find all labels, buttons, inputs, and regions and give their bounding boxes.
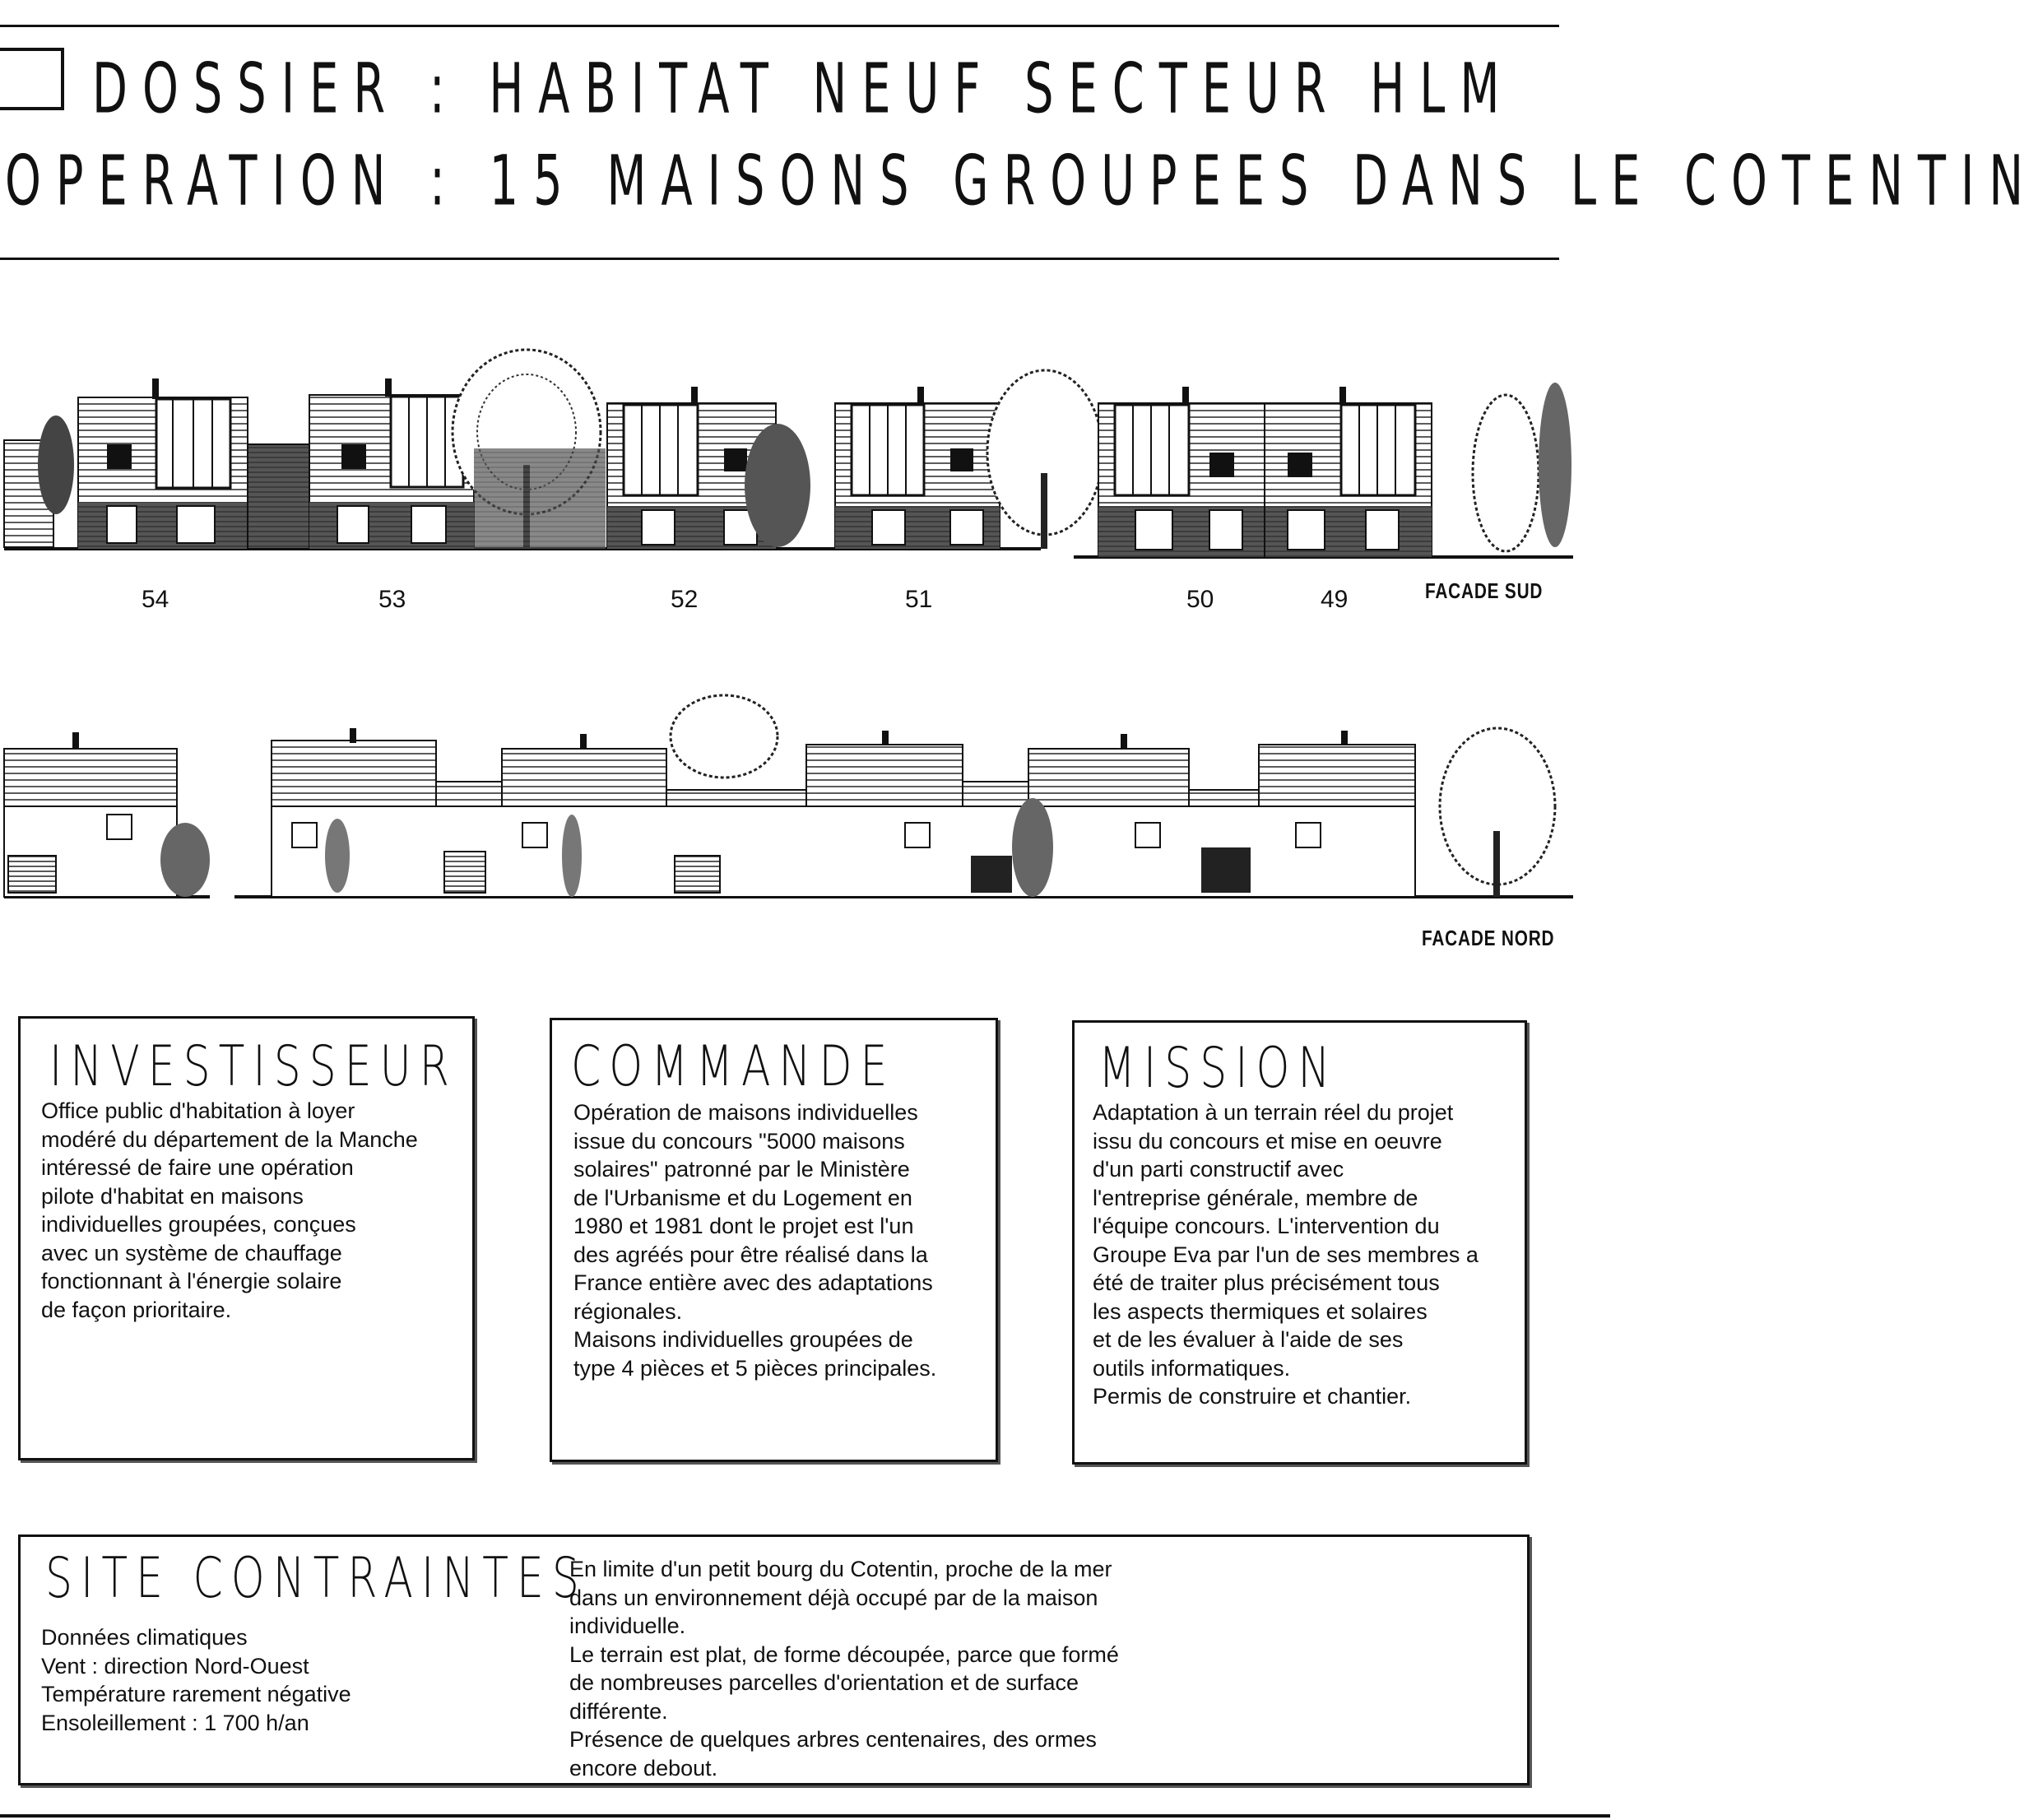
site-climate-text: Données climatiques Vent : direction Nord-Ouest Température rarement négative Ensoleillement : 1 700 h/an [41,1625,351,1735]
header-bottom-rule [0,258,1559,260]
house-number: 52 [671,586,699,613]
commande-text: Opération de maisons individuelles issue du concours "5000 maisons solaires" patronné par le Ministère de l'Urbanisme et du Logement en 1980 et 1981 dont le projet est l'un des agréés pour être réalisé dans la France entière avec des adaptations régionales. Maisons individuelles groupées de type 4 pièces et 5 pièces principales. [573,1100,937,1381]
operation-title: OPERATION : 15 MAISONS GROUPEES DANS LE COTENTIN [5,140,2038,221]
investisseur-text: Office public d'habitation à loyer modéré du département de la Manche intéressé de faire une opération pilote d'habitat en maisons individuelles groupées, conçues avec un système de chauffage fonctionnant à l'énergie solaire de façon prioritaire. [41,1098,418,1322]
south-facade-drawing [0,341,1576,564]
house-number: 49 [1321,586,1349,613]
checkbox-square [0,48,64,110]
dossier-title: DOSSIER : HABITAT NEUF SECTEUR HLM [92,48,1515,129]
bottom-rule [0,1814,1610,1818]
commande-title: COMMANDE [571,1035,896,1099]
house-number: 50 [1186,586,1214,613]
mission-text: Adaptation à un terrain réel du projet issu du concours et mise en oeuvre d'un parti constructif avec l'entreprise générale, membre de l'équipe concours. L'intervention du Groupe Eva par l'un de ses membres a été de traiter plus précisément tous les aspects thermiques et solaires et de les évaluer à l'aide de ses outils informatiques. Permis de construire et chantier. [1093,1100,1479,1409]
mission-title: MISSION [1098,1037,1339,1101]
house-number: 51 [905,586,933,613]
site-description-text: En limite d'un petit bourg du Cotentin, proche de la mer dans un environnement déjà occupé par de la maison individuelle. Le terrain est plat, de forme découpée, parce que formé de nombreuses parcelles d'orientation et de surface différente. Présence de quelques arbres centenaires, des ormes encore debout. [569,1557,1119,1781]
house-number: 53 [378,586,406,613]
top-rule [0,25,1559,27]
site-title: SITE CONTRAINTES [45,1547,587,1611]
house-number: 54 [142,586,169,613]
investisseur-title: INVESTISSEUR [49,1035,457,1099]
facade-nord-label: FACADE NORD [1422,926,1555,950]
north-facade-drawing [0,691,1576,913]
facade-sud-label: FACADE SUD [1425,578,1544,603]
